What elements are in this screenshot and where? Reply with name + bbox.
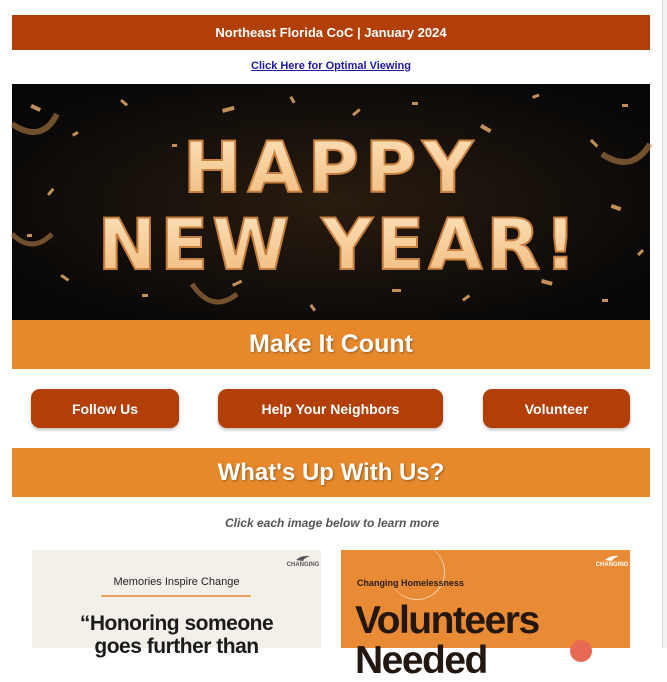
newsletter-header xyxy=(12,15,650,50)
logo-text: CHANGING xyxy=(286,562,320,568)
make-it-count-banner xyxy=(12,320,650,369)
quote-text xyxy=(32,612,321,658)
decorative-dot xyxy=(570,640,592,662)
happy-new-year-banner[interactable] xyxy=(12,84,650,320)
scrollbar-track[interactable] xyxy=(662,0,667,648)
divider-line xyxy=(101,595,251,597)
bird-icon xyxy=(295,554,311,562)
quote-line-2: goes further than xyxy=(94,635,259,658)
needed-title: Needed xyxy=(355,639,487,682)
help-your-neighbors-label: Help Your Neighbors xyxy=(261,400,400,417)
optimal-viewing-link[interactable]: Click Here for Optimal Viewing xyxy=(251,60,411,72)
newsletter-title: Northeast Florida CoC | January 2024 xyxy=(215,25,447,40)
help-your-neighbors-button[interactable] xyxy=(218,389,443,428)
whats-up-text: What's Up With Us? xyxy=(217,458,445,486)
volunteers-title: Volunteers xyxy=(355,599,539,642)
bird-icon xyxy=(604,554,620,562)
decorative-arc xyxy=(389,544,445,600)
changing-logo xyxy=(597,554,627,569)
changing-logo xyxy=(288,554,318,569)
confetti-hero-graphic xyxy=(12,84,650,320)
hero-line-2: NEW YEAR! xyxy=(97,204,581,286)
hero-line-1: HAPPY xyxy=(182,127,480,209)
volunteer-button[interactable] xyxy=(483,389,630,428)
follow-us-label: Follow Us xyxy=(71,400,139,417)
whats-up-banner xyxy=(12,448,650,497)
volunteers-card[interactable] xyxy=(341,550,630,682)
follow-us-button[interactable] xyxy=(31,389,179,428)
quote-line-1: “Honoring someone xyxy=(79,612,274,635)
memories-card[interactable] xyxy=(32,550,321,658)
changing-homelessness-label: Changing Homelessness xyxy=(357,578,465,588)
instruction-text: Click each image below to learn more xyxy=(224,516,440,530)
make-it-count-text: Make It Count xyxy=(249,330,413,358)
logo-text: CHANGING xyxy=(595,562,629,568)
volunteer-label: Volunteer xyxy=(524,400,589,417)
memories-label: Memories Inspire Change xyxy=(113,576,240,588)
